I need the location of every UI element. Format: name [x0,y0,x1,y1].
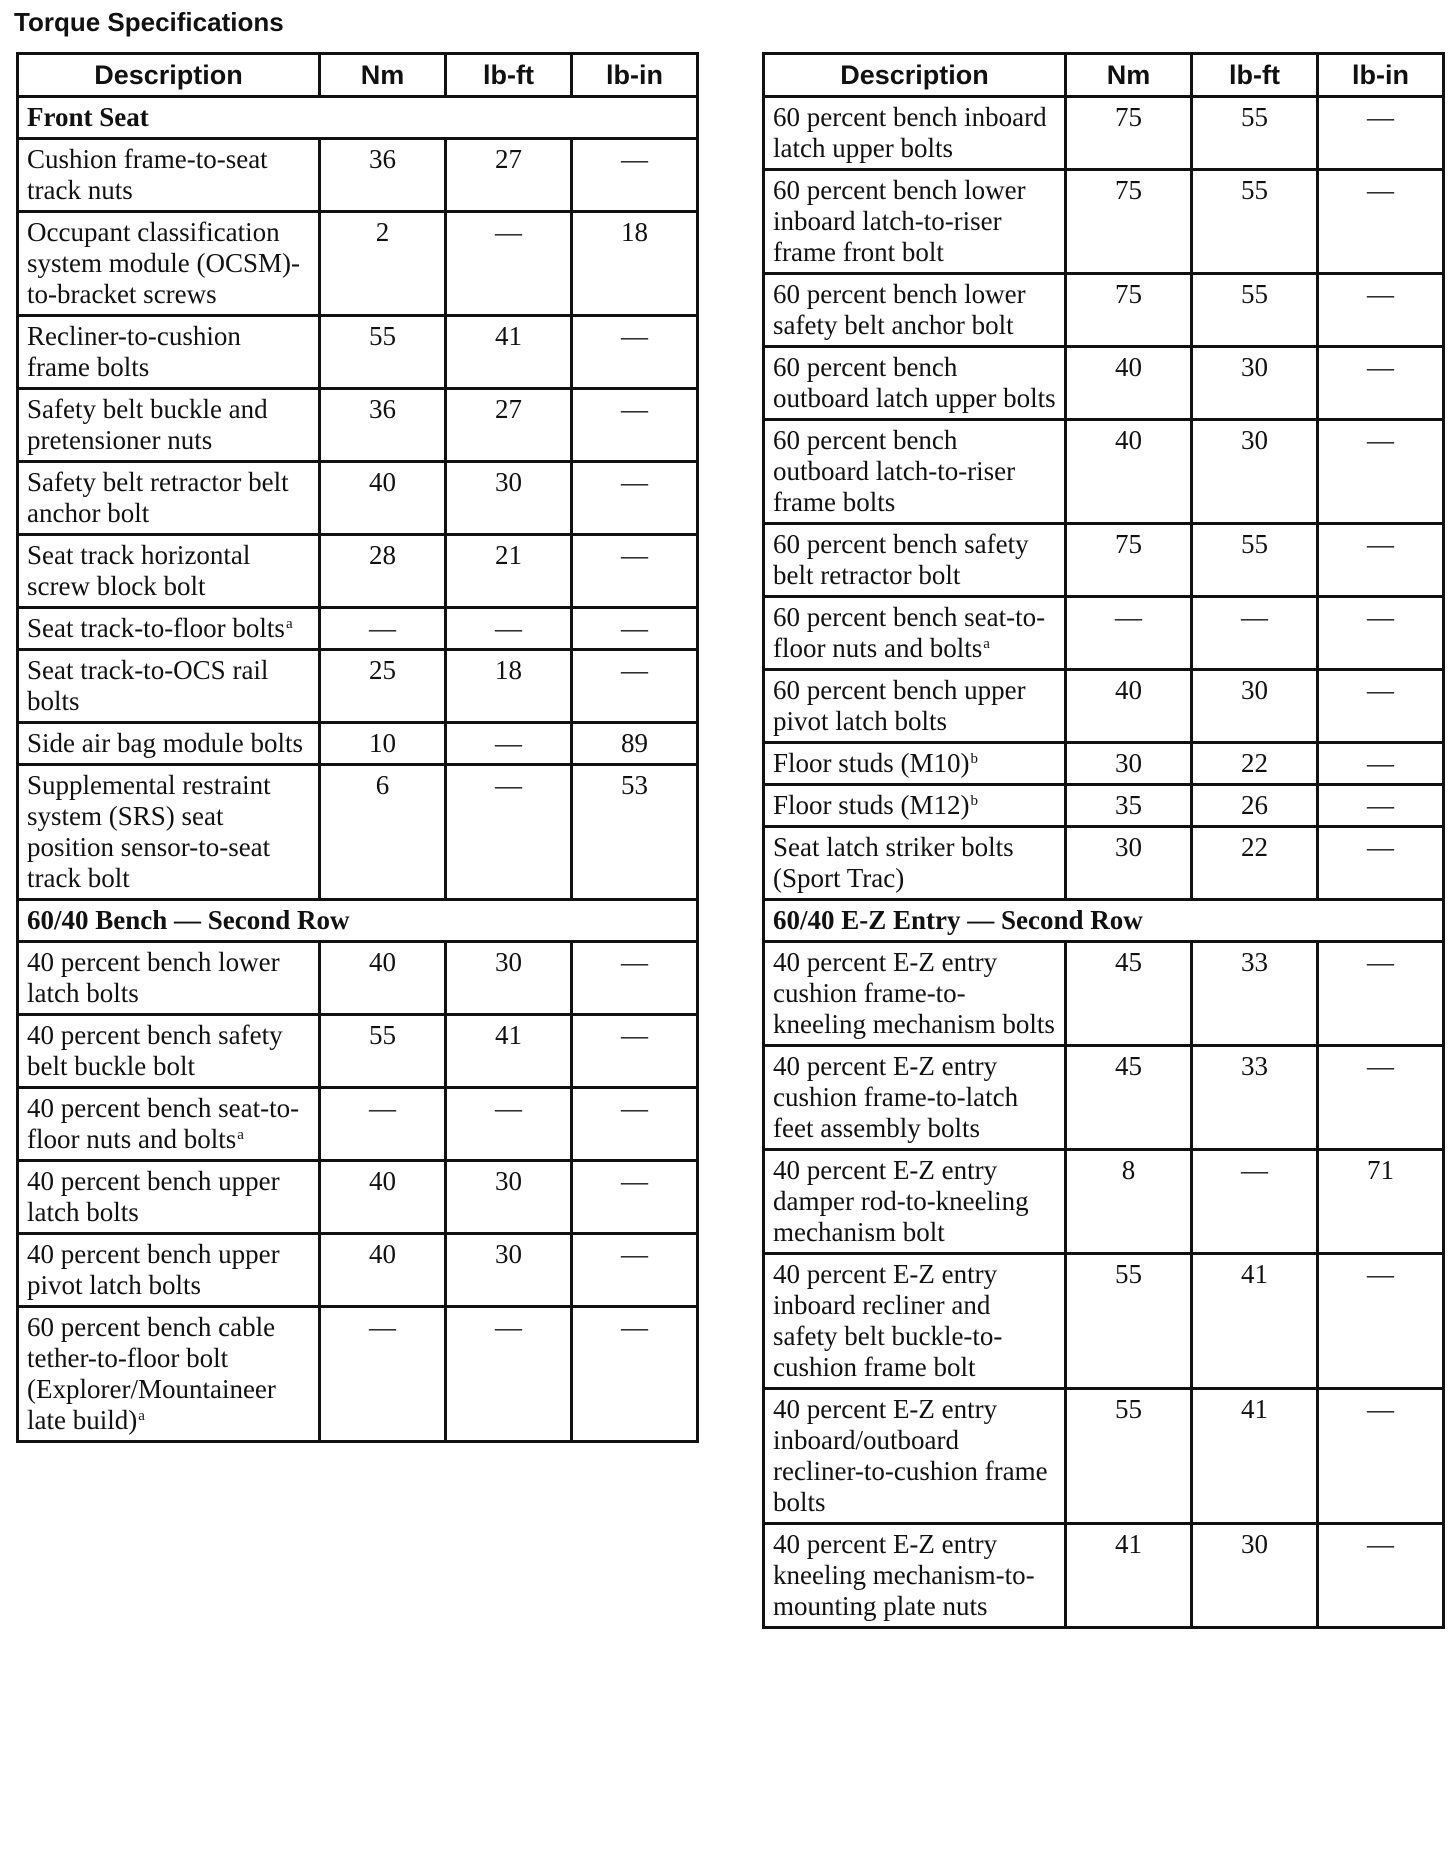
column-header-nm: Nm [1066,54,1192,97]
lbft-value: 18 [446,650,572,723]
lbft-value: — [446,1088,572,1161]
column-header-description: Description [18,54,320,97]
table-row [18,1015,698,1088]
description-cell [764,274,1066,347]
nm-value: 10 [320,723,446,765]
table-row [764,1254,1444,1389]
description-cell [764,785,1066,827]
lbin-value: 89 [572,723,698,765]
table-row [18,139,698,212]
nm-value: 40 [1066,420,1192,524]
description-text: 60 percent bench upper pivot latch bolts [773,675,1026,736]
lbft-value: — [446,723,572,765]
description-text: Safety belt buckle and pretensioner nuts [27,394,268,455]
table-row [764,743,1444,785]
lbft-value: 27 [446,389,572,462]
table-row [18,535,698,608]
description-cell [18,316,320,389]
lbft-value: 55 [1192,170,1318,274]
nm-value: 40 [320,1234,446,1307]
header-row [764,54,1444,97]
section-row [18,97,698,139]
lbin-value: — [1318,170,1444,274]
nm-value: 75 [1066,170,1192,274]
description-cell [18,608,320,650]
description-cell [18,650,320,723]
description-text: 40 percent bench upper pivot latch bolts [27,1239,280,1300]
description-cell [764,347,1066,420]
description-cell [18,462,320,535]
description-cell [764,1150,1066,1254]
table-row [18,462,698,535]
nm-value: 75 [1066,524,1192,597]
table-row [18,212,698,316]
column-header-lbin: lb-in [1318,54,1444,97]
lbin-value: — [572,608,698,650]
lbin-value: — [1318,1046,1444,1150]
description-text: Floor studs (M12) [773,790,970,820]
footnote-marker: a [237,1127,244,1143]
table-row [764,1046,1444,1150]
lbft-value: 41 [1192,1254,1318,1389]
lbin-value: — [572,1015,698,1088]
lbin-value: — [1318,274,1444,347]
description-cell [18,212,320,316]
description-cell [18,1088,320,1161]
section-row [764,900,1444,942]
table-row [764,274,1444,347]
description-cell [18,139,320,212]
description-text: 40 percent E-Z entry inboard/outboard recliner-to-cushion frame bolts [773,1394,1048,1517]
table-row [764,97,1444,170]
lbin-value: — [572,1234,698,1307]
nm-value: 55 [1066,1254,1192,1389]
table-row [18,608,698,650]
table-row [18,650,698,723]
nm-value: 75 [1066,97,1192,170]
lbft-value: 33 [1192,1046,1318,1150]
table-row [764,785,1444,827]
description-text: 40 percent bench safety belt buckle bolt [27,1020,283,1081]
description-text: 40 percent E-Z entry damper rod-to-kneeling mechanism bolt [773,1155,1029,1247]
description-text: Supplemental restraint system (SRS) seat position sensor-to-seat track bolt [27,770,271,893]
lbft-value: 22 [1192,827,1318,900]
description-cell [764,1524,1066,1628]
description-cell [764,97,1066,170]
nm-value: 35 [1066,785,1192,827]
lbin-value: 18 [572,212,698,316]
lbft-value: 30 [446,1161,572,1234]
table-row [764,524,1444,597]
table-row [764,170,1444,274]
lbft-value: 33 [1192,942,1318,1046]
lbin-value: — [572,1161,698,1234]
lbft-value: — [446,608,572,650]
lbft-value: 30 [1192,670,1318,743]
table-row [764,1524,1444,1628]
lbin-value: — [572,650,698,723]
nm-value: 2 [320,212,446,316]
footnote-marker: a [983,636,990,652]
lbin-value: — [1318,1389,1444,1524]
lbin-value: — [1318,420,1444,524]
description-cell [764,827,1066,900]
table-row [764,942,1444,1046]
description-text: 40 percent bench seat-to-floor nuts and bolts [27,1093,300,1154]
description-text: 40 percent E-Z entry kneeling mechanism-to-mounting plate nuts [773,1529,1035,1621]
description-cell [764,170,1066,274]
nm-value: — [320,1088,446,1161]
nm-value: — [1066,597,1192,670]
column-header-description: Description [764,54,1066,97]
column-header-lbft: lb-ft [1192,54,1318,97]
nm-value: 45 [1066,942,1192,1046]
table-body [18,97,698,1442]
nm-value: 36 [320,139,446,212]
lbft-value: 41 [446,316,572,389]
nm-value: 41 [1066,1524,1192,1628]
column-header-lbin: lb-in [572,54,698,97]
column-header-nm: Nm [320,54,446,97]
lbft-value: 55 [1192,524,1318,597]
lbin-value: — [1318,347,1444,420]
lbft-value: 41 [1192,1389,1318,1524]
description-cell [764,743,1066,785]
table-row [18,942,698,1015]
description-cell [18,535,320,608]
lbin-value: 71 [1318,1150,1444,1254]
lbin-value: — [572,942,698,1015]
lbin-value: — [572,462,698,535]
description-text: Seat latch striker bolts (Sport Trac) [773,832,1014,893]
table-row [18,1088,698,1161]
table-body [764,97,1444,1628]
page-title: Torque Specifications [14,7,284,37]
description-cell [764,670,1066,743]
description-text: Seat track-to-OCS rail bolts [27,655,269,716]
nm-value: — [320,608,446,650]
footnote-marker: b [970,793,979,809]
lbft-value: — [446,212,572,316]
section-row [18,900,698,942]
lbft-value: — [1192,597,1318,670]
description-cell [18,723,320,765]
nm-value: 30 [1066,743,1192,785]
description-text: Side air bag module bolts [27,728,303,758]
footnote-marker: b [970,751,979,767]
table-row [764,347,1444,420]
lbft-value: 30 [446,1234,572,1307]
description-text: 40 percent E-Z entry cushion frame-to-latch feet assembly bolts [773,1051,1019,1143]
description-cell [764,1389,1066,1524]
nm-value: 30 [1066,827,1192,900]
column-header-lbft: lb-ft [446,54,572,97]
table-row [18,1307,698,1442]
section-title: Front Seat [18,97,698,139]
table-row [764,597,1444,670]
description-text: Recliner-to-cushion frame bolts [27,321,241,382]
description-text: Seat track-to-floor bolts [27,613,285,643]
lbft-value: 30 [1192,1524,1318,1628]
lbin-value: — [1318,597,1444,670]
description-text: Seat track horizontal screw block bolt [27,540,251,601]
nm-value: 45 [1066,1046,1192,1150]
nm-value: 75 [1066,274,1192,347]
description-cell [764,524,1066,597]
description-cell [764,420,1066,524]
description-cell [18,389,320,462]
table-row [18,389,698,462]
table-row [764,1150,1444,1254]
lbin-value: — [1318,827,1444,900]
table-row [18,723,698,765]
description-text: 60 percent bench safety belt retractor bolt [773,529,1029,590]
lbft-value: 21 [446,535,572,608]
description-cell [18,1307,320,1442]
lbin-value: — [1318,1524,1444,1628]
description-cell [18,1234,320,1307]
lbin-value: 53 [572,765,698,900]
table-row [764,1389,1444,1524]
description-text: 60 percent bench outboard latch upper bolts [773,352,1056,413]
lbin-value: — [1318,743,1444,785]
table-row [18,1234,698,1307]
description-text: Cushion frame-to-seat track nuts [27,144,268,205]
description-cell [764,942,1066,1046]
table-row [764,670,1444,743]
lbin-value: — [572,139,698,212]
lbin-value: — [1318,670,1444,743]
footnote-marker: a [138,1408,145,1424]
lbin-value: — [572,535,698,608]
nm-value: 6 [320,765,446,900]
lbft-value: 55 [1192,97,1318,170]
description-text: 40 percent bench upper latch bolts [27,1166,280,1227]
lbin-value: — [572,1088,698,1161]
description-cell [18,765,320,900]
lbin-value: — [572,1307,698,1442]
table-row [18,316,698,389]
torque-table-right [762,52,1445,1629]
section-title: 60/40 E-Z Entry — Second Row [764,900,1444,942]
description-text: 60 percent bench inboard latch upper bolts [773,102,1047,163]
table-row [764,827,1444,900]
footnote-marker: a [285,616,293,632]
lbft-value: 27 [446,139,572,212]
description-text: Occupant classification system module (OCSM)-to-bracket screws [27,217,300,309]
description-text: 40 percent bench lower latch bolts [27,947,280,1008]
header-row [18,54,698,97]
lbft-value: 41 [446,1015,572,1088]
table-row [18,1161,698,1234]
nm-value: 8 [1066,1150,1192,1254]
nm-value: 55 [1066,1389,1192,1524]
lbft-value: — [1192,1150,1318,1254]
nm-value: 40 [320,462,446,535]
nm-value: 40 [320,1161,446,1234]
description-cell [764,1046,1066,1150]
table-row [764,420,1444,524]
lbft-value: 30 [446,462,572,535]
lbft-value: 26 [1192,785,1318,827]
nm-value: 40 [320,942,446,1015]
lbft-value: 30 [446,942,572,1015]
lbft-value: — [446,1307,572,1442]
description-text: 60 percent bench lower inboard latch-to-riser frame front bolt [773,175,1026,267]
description-text: 40 percent E-Z entry cushion frame-to-kneeling mechanism bolts [773,947,1055,1039]
lbin-value: — [572,316,698,389]
description-cell [18,942,320,1015]
description-cell [18,1161,320,1234]
description-text: 40 percent E-Z entry inboard recliner and safety belt buckle-to-cushion frame bolt [773,1259,1003,1382]
description-cell [18,1015,320,1088]
description-text: Safety belt retractor belt anchor bolt [27,467,289,528]
nm-value: 55 [320,316,446,389]
description-text: 60 percent bench outboard latch-to-riser frame bolts [773,425,1016,517]
description-text: Floor studs (M10) [773,748,970,778]
description-text: 60 percent bench seat-to-floor nuts and bolts [773,602,1046,663]
lbin-value: — [572,389,698,462]
lbft-value: 30 [1192,347,1318,420]
nm-value: — [320,1307,446,1442]
torque-table-left [16,52,699,1443]
lbft-value: — [446,765,572,900]
nm-value: 36 [320,389,446,462]
lbin-value: — [1318,1254,1444,1389]
nm-value: 55 [320,1015,446,1088]
lbin-value: — [1318,97,1444,170]
lbft-value: 55 [1192,274,1318,347]
lbin-value: — [1318,524,1444,597]
description-text: 60 percent bench cable tether-to-floor bolt (Explorer/Mountaineer late build) [27,1312,276,1435]
nm-value: 40 [1066,670,1192,743]
nm-value: 40 [1066,347,1192,420]
section-title: 60/40 Bench — Second Row [18,900,698,942]
nm-value: 25 [320,650,446,723]
table-row [18,765,698,900]
lbft-value: 22 [1192,743,1318,785]
description-text: 60 percent bench lower safety belt anchor bolt [773,279,1026,340]
nm-value: 28 [320,535,446,608]
lbin-value: — [1318,785,1444,827]
description-cell [764,1254,1066,1389]
lbft-value: 30 [1192,420,1318,524]
lbin-value: — [1318,942,1444,1046]
description-cell [764,597,1066,670]
